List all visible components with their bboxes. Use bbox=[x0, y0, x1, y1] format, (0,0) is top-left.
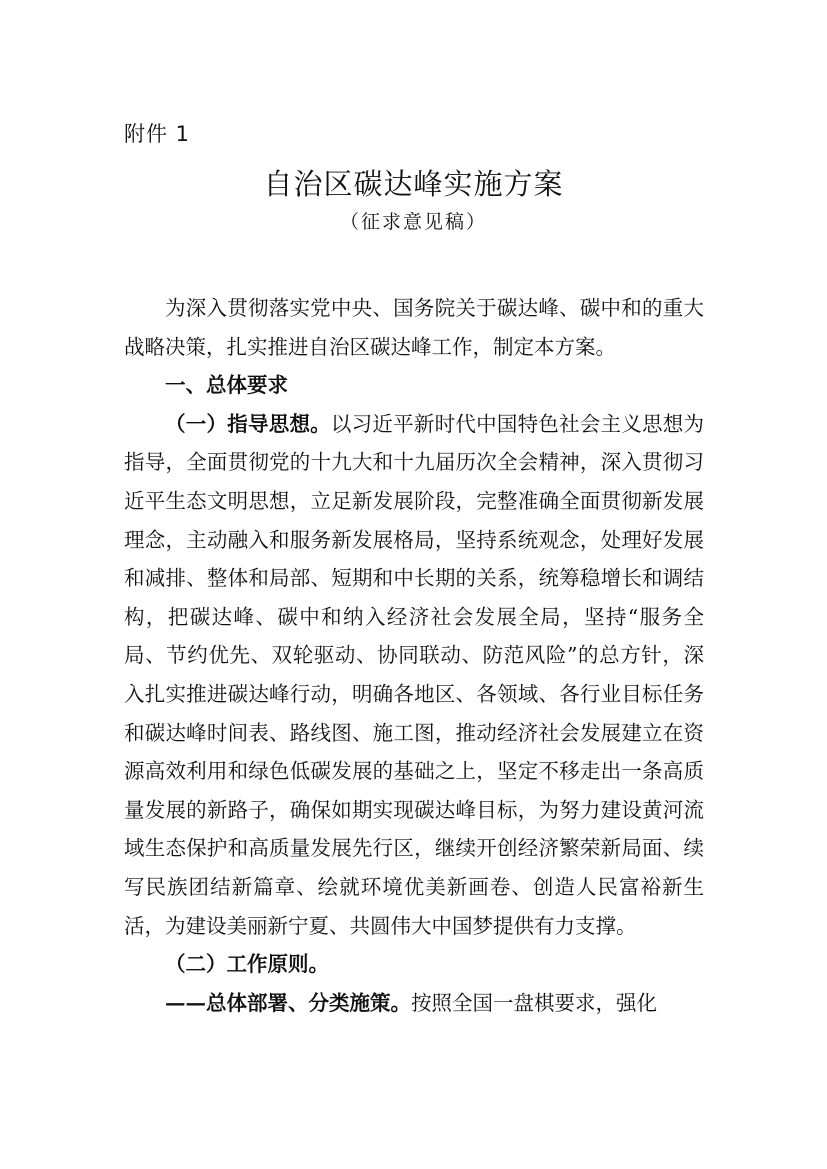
guiding-thought-text: 以习近平新时代中国特色社会主义思想为指导，全面贯彻党的十九大和十九届历次全会精神，深入贯彻习近平生态文明思想，立足新发展阶段，完整准确全面贯彻新发展理念，主动融入和服务新发展格局，坚持系统观念，处理好发展和减排、整体和局部、短期和中长期的关系，统筹稳增长和调结构，把碳达峰、碳中和纳入经济社会发展全局，坚持“服务全局、节约优先、双轮驱动、协同联动、防范风险”的总方针，深入扎实推进碳达峰行动，明确各地区、各领域、各行业目标任务和碳达峰时间表、路线图、施工图，推动经济社会发展建立在资源高效利用和绿色低碳发展的基础之上，坚定不移走出一条高质量发展的新路子，确保如期实现碳达峰目标，为努力建设黄河流域生态保护和高质量发展先行区，继续开创经济繁荣新局面、续写民族团结新篇章、绘就环境优美新画卷、创造人民富裕新生活，为建设美丽新宁夏、共圆伟大中国梦提供有力支撑。 bbox=[124, 411, 705, 938]
document-subtitle: （征求意见稿） bbox=[339, 211, 487, 233]
section-heading-general-requirements: 一、总体要求 bbox=[165, 373, 288, 398]
guiding-thought-lead: （一）指导思想。 bbox=[165, 411, 331, 436]
guiding-thought-paragraph bbox=[124, 405, 704, 945]
principle-text: 按照全国一盘棋要求，强化 bbox=[411, 990, 657, 1015]
principle-paragraph bbox=[124, 984, 704, 1023]
work-principles-lead: （二）工作原则。 bbox=[165, 952, 329, 977]
document-title: 自治区碳达峰实施方案 bbox=[263, 167, 564, 201]
principle-lead: ——总体部署、分类施策。 bbox=[165, 990, 411, 1015]
intro-paragraph: 为深入贯彻落实党中央、国务院关于碳达峰、碳中和的重大战略决策，扎实推进自治区碳达峰工作，制定本方案。 bbox=[124, 296, 704, 359]
document-body bbox=[124, 289, 704, 1022]
attachment-label: 附件 1 bbox=[124, 122, 191, 146]
work-principles-paragraph bbox=[124, 945, 704, 984]
